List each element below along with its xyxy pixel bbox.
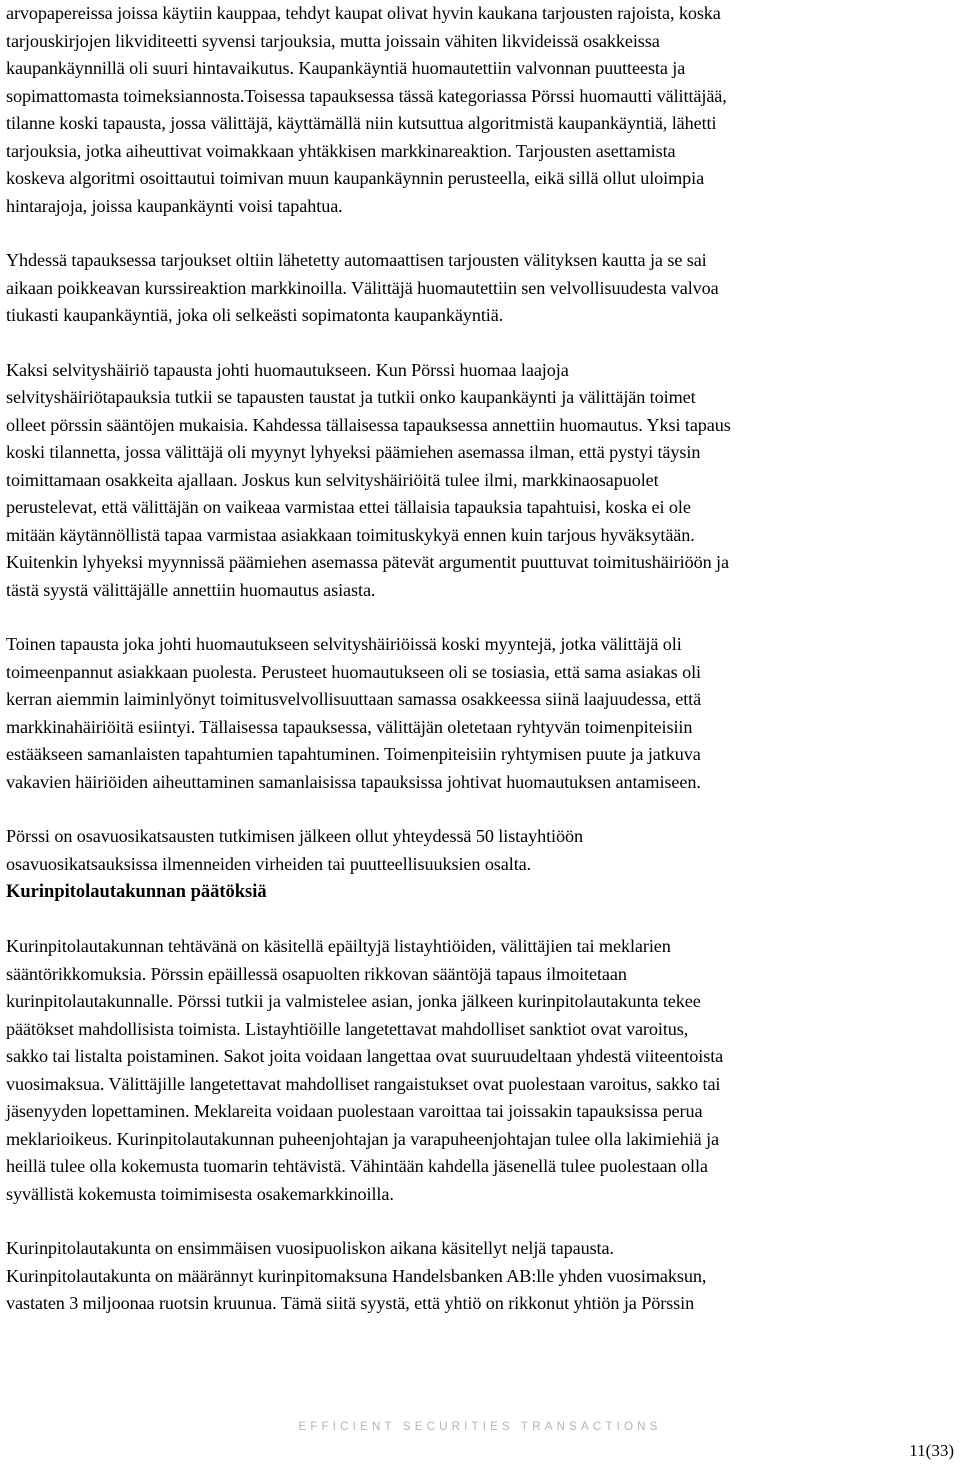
paragraph-second-settlement-case: Toinen tapausta joka johti huomautukseen selvityshäiriöissä koski myyntejä, jotka välittäjä oli toimeenpannut asiakkaan puolesta. Perusteet huomautukseen oli se tosiasia, että sama asiakas oli kerran aiemmin laiminlyönyt toimitusvelvollisuuttaan samassa osakkeessa siinä laajuudessa, että markkinahäiriöitä esiintyi. Tällaisessa tapauksessa, välittäjän oletetaan ryhtyvän toimenpiteisiin estääkseen samanlaisten tapahtumien tapahtuminen. Toimenpiteisiin ryhtymisen puute ja jatkuva vakavien häiriöiden aiheuttaminen samanlaisissa tapauksissa johtivat huomautuksen antamiseen. bbox=[6, 634, 702, 792]
document-page bbox=[6, 0, 956, 1318]
footer-title: EFFICIENT SECURITIES TRANSACTIONS bbox=[298, 1421, 662, 1433]
page-number: 11(33) bbox=[909, 1441, 954, 1460]
paragraph-trading-cases: arvopapereissa joissa käytiin kauppaa, tehdyt kaupat olivat hyvin kaukana tarjousten rajoista, koska tarjouskirjojen likviditeetti syvensi tarjouksia, mutta joissain vähiten likvideissä osakkeissa kaupankäynnillä oli suuri hintavaikutus. Kaupankäyntiä huomautettiin valvonnan puutteesta ja sopimattomasta toimeksiannosta.Toisessa tapauksessa tässä kategoriassa Pörssi huomautti välittäjää, tilanne koski tapausta, jossa välittäjä, käyttämällä niin kutsuttua algoritmistä kaupankäyntiä, lähetti tarjouksia, jotka aiheuttivat voimakkaan yhtäkkisen markkinareaktion. Tarjousten asettamista koskeva algoritmi osoittautui toimivan muun kaupankäynnin perusteella, eikä sillä ollut uloimpia hintarajoja, joissa kaupankäynti voisi tapahtua. bbox=[6, 3, 727, 216]
paragraph-interim-reports: Pörssi on osavuosikatsausten tutkimisen jälkeen ollut yhteydessä 50 listayhtiöön osavuosikatsauksissa ilmenneiden virheiden tai puutteellisuuksien osalta. bbox=[6, 826, 583, 874]
section-heading: Kurinpitolautakunnan päätöksiä bbox=[6, 882, 267, 902]
paragraph-committee-cases: Kurinpitolautakunta on ensimmäisen vuosipuoliskon aikana käsitellyt neljä tapausta. Kurinpitolautakunta on määrännyt kurinpitomaksuna Handelsbanken AB:lle yhden vuosimaksun, vastaten 3 miljoonaa ruotsin kruunua. Tämä siitä syystä, että yhtiö on rikkonut yhtiön ja Pörssin bbox=[6, 1238, 707, 1313]
paragraph-automatic-orders: Yhdessä tapauksessa tarjoukset oltiin lähetetty automaattisen tarjousten välityksen kautta ja se sai aikaan poikkeavan kurssireaktion markkinoilla. Välittäjä huomautettiin sen velvollisuudesta valvoa tiukasti kaupankäyntiä, joka oli selkeästi sopimatonta kaupankäyntiä. bbox=[6, 250, 719, 325]
paragraph-disciplinary-committee: Kurinpitolautakunnan tehtävänä on käsitellä epäiltyjä listayhtiöiden, välittäjien tai meklarien sääntörikkomuksia. Pörssin epäillessä osapuolten rikkovan sääntöjä tapaus ilmoitetaan kurinpitolautakunnalle. Pörssi tutkii ja valmistelee asian, jonka jälkeen kurinpitolautakunta tekee päätökset mahdollisista toimista. Listayhtiöille langetettavat mahdolliset sanktiot ovat varoitus, sakko tai listalta poistaminen. Sakot joita voidaan langettaa ovat suuruudeltaan yhdestä viiteentoista vuosimaksua. Välittäjille langetettavat mahdolliset rangaistukset ovat puolestaan varoitus, sakko tai jäsenyyden lopettaminen. Meklareita voidaan puolestaan varoittaa tai joissakin tapauksissa perua meklarioikeus. Kurinpitolautakunnan puheenjohtajan ja varapuheenjohtajan tulee olla lakimiehiä ja heillä tulee olla kokemusta tuomarin tehtävistä. Vähintään kahdella jäsenellä tulee puolestaan olla syvällistä kokemusta toimimisesta osakemarkkinoilla. bbox=[6, 936, 724, 1204]
paragraph-settlement-failures: Kaksi selvityshäiriö tapausta johti huomautukseen. Kun Pörssi huomaa laajoja selvityshäiriötapauksia tutkii se tapausten taustat ja tutkii onko kaupankäynti ja välittäjän toimet olleet pörssin sääntöjen mukaisia. Kahdessa tällaisessa tapauksessa annettiin huomautus. Yksi tapaus koski tilannetta, jossa välittäjä oli myynyt lyhyeksi päämiehen asemassa ilman, että pystyi täysin toimittamaan osakkeita ajallaan. Joskus kun selvityshäiriöitä tulee ilmi, markkinaosapuolet perustelevat, että välittäjän on vaikeaa varmistaa ettei tällaisia tapauksia tapahtuisi, koska ei ole mitään käytännöllistä tapaa varmistaa asiakkaan toimituskykyä ennen kuin tarjous hyväksytään. Kuitenkin lyhyeksi myynnissä päämiehen asemassa pätevät argumentit puuttuvat toimitushäiriöön ja tästä syystä välittäjälle annettiin huomautus asiasta. bbox=[6, 359, 731, 600]
